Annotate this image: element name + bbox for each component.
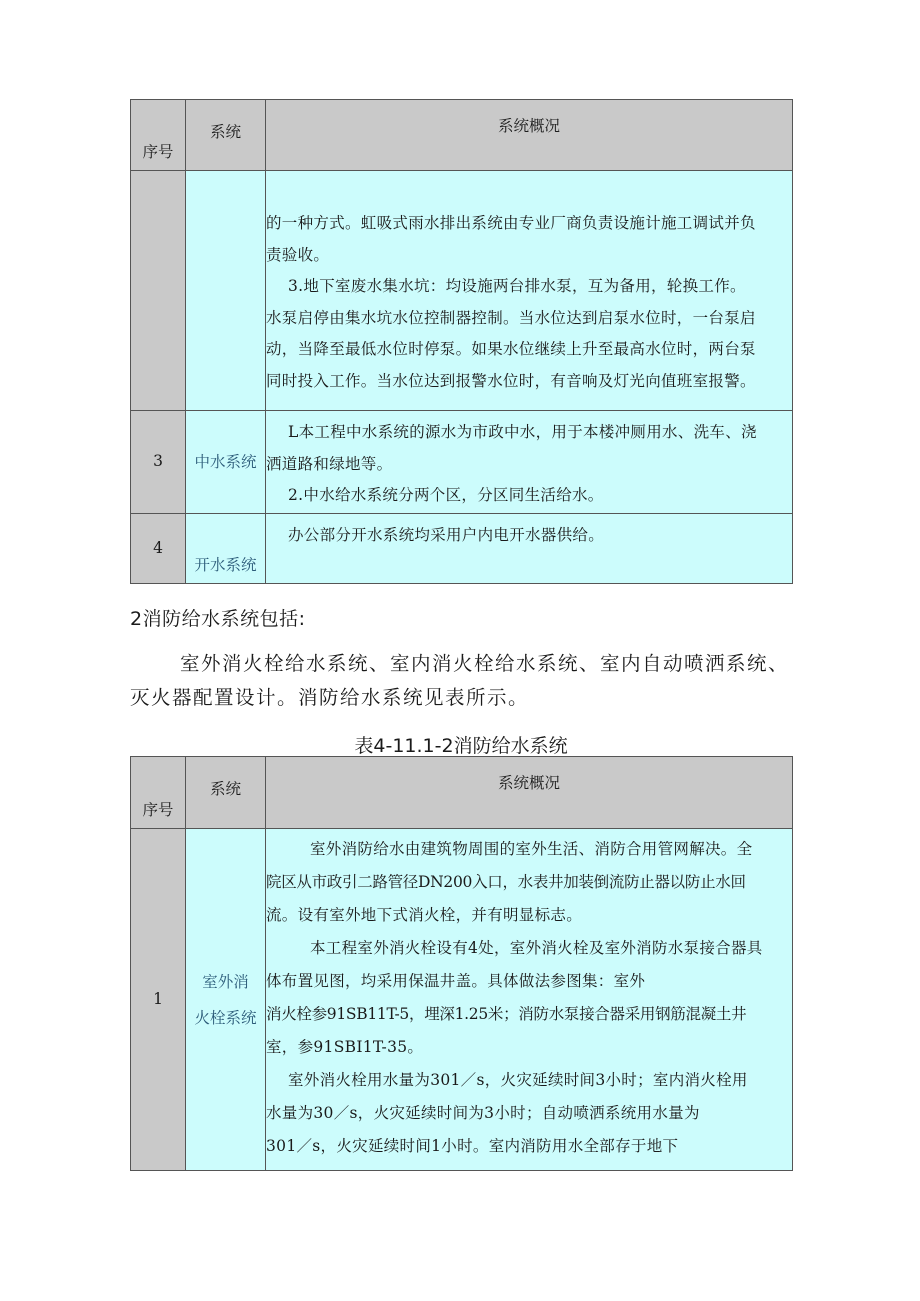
overview-line: 同时投入工作。当水位达到报警水位时，有音响及灯光向值班室报警。 bbox=[266, 371, 756, 390]
overview-line: 水量为30／s，火灾延续时间为3小时；自动喷洒系统用水量为 bbox=[266, 1104, 700, 1122]
header-system: 系统 bbox=[186, 757, 266, 829]
header-overview: 系统概况 bbox=[266, 100, 793, 171]
overview-line: 体布置见图，均采用保温井盖。具体做法参图集：室外 bbox=[266, 972, 646, 990]
table-row bbox=[131, 514, 793, 584]
overview-line: 的一种方式。虹吸式雨水排出系统由专业厂商负责设施计施工调试并负 bbox=[266, 214, 756, 232]
overview-line: 301／s，火灾延续时间1小时。室内消防用水全部存于地下 bbox=[266, 1137, 679, 1155]
system-cell bbox=[186, 171, 266, 411]
overview-cell bbox=[266, 829, 793, 1171]
row-number: 1 bbox=[131, 829, 186, 1171]
num-cell bbox=[131, 171, 186, 411]
overview-line: L本工程中水系统的源水为市政中水，用于本楼冲厕用水、洗车、浇 bbox=[288, 423, 757, 441]
overview-line: 洒道路和绿地等。 bbox=[266, 454, 393, 473]
table-row bbox=[131, 171, 793, 411]
overview-line: 2.中水给水系统分两个区，分区同生活给水。 bbox=[288, 486, 604, 504]
table-header-row bbox=[131, 757, 793, 829]
row-number: 4 bbox=[131, 514, 186, 584]
system-name: 开水系统 bbox=[186, 514, 266, 584]
fire-water-table bbox=[130, 756, 793, 1171]
row-number: 3 bbox=[131, 411, 186, 514]
section-heading: 2消防给水系统包括: bbox=[130, 608, 306, 630]
system-name-line2: 火栓系统 bbox=[194, 1008, 257, 1027]
table-row bbox=[131, 829, 793, 1171]
header-num: 序号 bbox=[131, 757, 186, 829]
header-system: 系统 bbox=[186, 100, 266, 171]
overview-line: 动，当降至最低水位时停泵。如果水位继续上升至最高水位时，两台泵 bbox=[266, 340, 756, 358]
overview-line: 消火栓参91SB11T-5，埋深1.25米；消防水泵接合器采用钢筋混凝土井 bbox=[266, 1005, 747, 1023]
overview-line: 室外消火栓用水量为301／s，火灾延续时间3小时；室内消火栓用 bbox=[288, 1071, 748, 1089]
water-systems-table bbox=[130, 99, 793, 584]
system-cell bbox=[186, 829, 266, 1171]
overview-line: 院区从市政引二路管径DN200入口，水表井加装倒流防止器以防止水回 bbox=[266, 873, 746, 891]
overview-line: 室，参91SBI1T-35。 bbox=[266, 1038, 424, 1056]
table-row bbox=[131, 411, 793, 514]
header-num: 序号 bbox=[131, 100, 186, 171]
overview-line: 流。设有室外地下式消火栓，并有明显标志。 bbox=[266, 906, 583, 924]
overview-line: 本工程室外消火栓设有4处，室外消火栓及室外消防水泵接合器具 bbox=[310, 939, 763, 957]
overview-cell bbox=[266, 514, 793, 584]
overview-line: 室外消防给水由建筑物周围的室外生活、消防合用管网解决。全 bbox=[310, 840, 753, 858]
overview-cell bbox=[266, 171, 793, 411]
system-name: 中水系统 bbox=[186, 411, 266, 514]
overview-line: 责验收。 bbox=[266, 245, 330, 264]
table-caption: 表4-11.1-2消防给水系统 bbox=[354, 735, 568, 757]
overview-line: 3.地下室废水集水坑：均设施两台排水泵，互为备用，轮换工作。 bbox=[288, 277, 746, 295]
section-paragraph: 室外消火栓给水系统、室内消火栓给水系统、室内自动喷洒系统、灭火器配置设计。消防给水系统见表所示。 bbox=[130, 652, 790, 709]
overview-line: 水泵启停由集水坑水位控制器控制。当水位达到启泵水位时，一台泵启 bbox=[266, 308, 756, 327]
table-header-row bbox=[131, 100, 793, 171]
overview-cell bbox=[266, 411, 793, 514]
header-overview: 系统概况 bbox=[266, 757, 793, 829]
overview-line: 办公部分开水系统均采用户内电开水器供给。 bbox=[288, 526, 605, 544]
system-name-line1: 室外消 bbox=[202, 972, 249, 991]
